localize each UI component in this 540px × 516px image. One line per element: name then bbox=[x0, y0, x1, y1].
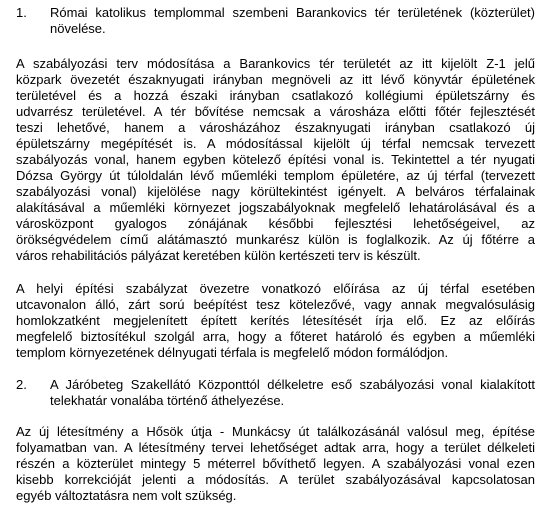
item-1-heading-line-2: növelése. bbox=[50, 21, 106, 36]
item-1-heading-line-1: Római katolikus templommal szembeni Barankovics tér területének (közterület) bbox=[50, 5, 535, 20]
para-1-line: város rehabilitációs pályázat keretében külön kertészeti terv is készült. bbox=[16, 248, 421, 263]
item-2-heading-line-2: telekhatár vonalába történő áthelyezése. bbox=[50, 393, 285, 408]
item-2-heading-line-1: A Járóbeteg Szakellátó Központtól délkeletre eső szabályozási vonal kialakított bbox=[50, 377, 535, 392]
para-1-line: városközpont gyalogos zónájának későbbi fejlesztési lehetőségeivel, az bbox=[16, 216, 535, 231]
para-3-line: folyamatban van. A létesítmény tervei lehetőséget adtak arra, hogy a terület délkeleti bbox=[16, 440, 535, 455]
para-1-line: épületszárny megépítését is. A módosítással kijelölt új térfal nemcsak tervezett bbox=[16, 136, 535, 151]
para-1-line: Dózsa György út túloldalán lévő műemléki templom épületére, az új térfal (tervezett bbox=[16, 168, 535, 183]
para-1-line: szabályozási vonal) kijelölése nagy körültekintést igényelt. A belváros térfalainak bbox=[16, 184, 535, 199]
para-1-line: A szabályozási terv módosítása a Barankovics tér területét az itt kijelölt Z-1 jelű bbox=[16, 56, 535, 71]
item-2-number: 2. bbox=[16, 377, 27, 392]
para-2-line: megfelelő biztosítékul szolgál arra, hogy a főteret határoló és egyben a műemléki bbox=[16, 329, 535, 344]
para-1-line: teszi lehetővé, hanem a városházához északnyugati irányban csatlakozó új bbox=[16, 120, 535, 135]
para-1-line: udvarrész területével. A tér bővítése nemcsak a városháza előtti főtér fejlesztését bbox=[16, 104, 535, 119]
para-3-line: Az új létesítmény a Hősök útja - Munkácsy út találkozásánál valósul meg, építése bbox=[16, 424, 535, 439]
para-2-line: utcavonalon álló, zárt sorú beépítést tesz kötelezővé, vagy annak megvalósulásig bbox=[16, 297, 535, 312]
para-1-line: területével és a hozzá északi irányban csatlakozó kollégiumi épületszárny és bbox=[16, 88, 535, 103]
para-2-line: templom környezetének délnyugati térfala is megfelelő módon formálódjon. bbox=[16, 345, 449, 360]
para-1-line: örökségvédelem című alátámasztó munkarész külön is foglalkozik. Az új főtérre a bbox=[16, 232, 535, 247]
para-1-line: alakításával a műemléki környezet jogszabályoknak megfelelő lehatárolásával és a bbox=[16, 200, 535, 215]
para-1-line: szabályozás vonal, hanem egyben kötelező építési vonal is. Tekintettel a tér nyugati bbox=[16, 152, 535, 167]
para-2-line: homlokzatként megjelenített épített kerítés létesítését írja elő. Ez az előírás bbox=[16, 313, 535, 328]
para-1-line: közpark övezetét északnyugati irányban megnöveli az itt lévő könyvtár épületének bbox=[16, 72, 535, 87]
para-2-line: A helyi építési szabályzat övezetre vonatkozó előírása az új térfal esetében bbox=[16, 281, 535, 296]
para-3-line: egyéb változtatásra nem volt szükség. bbox=[16, 488, 237, 503]
item-1-number: 1. bbox=[16, 5, 27, 20]
para-3-line: kisebb korrekcióját jelenti a módosítás. A terület szabályozásával kapcsolatosan bbox=[16, 472, 535, 487]
para-3-line: részén a közterület mintegy 5 méterrel bővíthető legyen. A szabályozási vonal ezen bbox=[16, 456, 535, 471]
